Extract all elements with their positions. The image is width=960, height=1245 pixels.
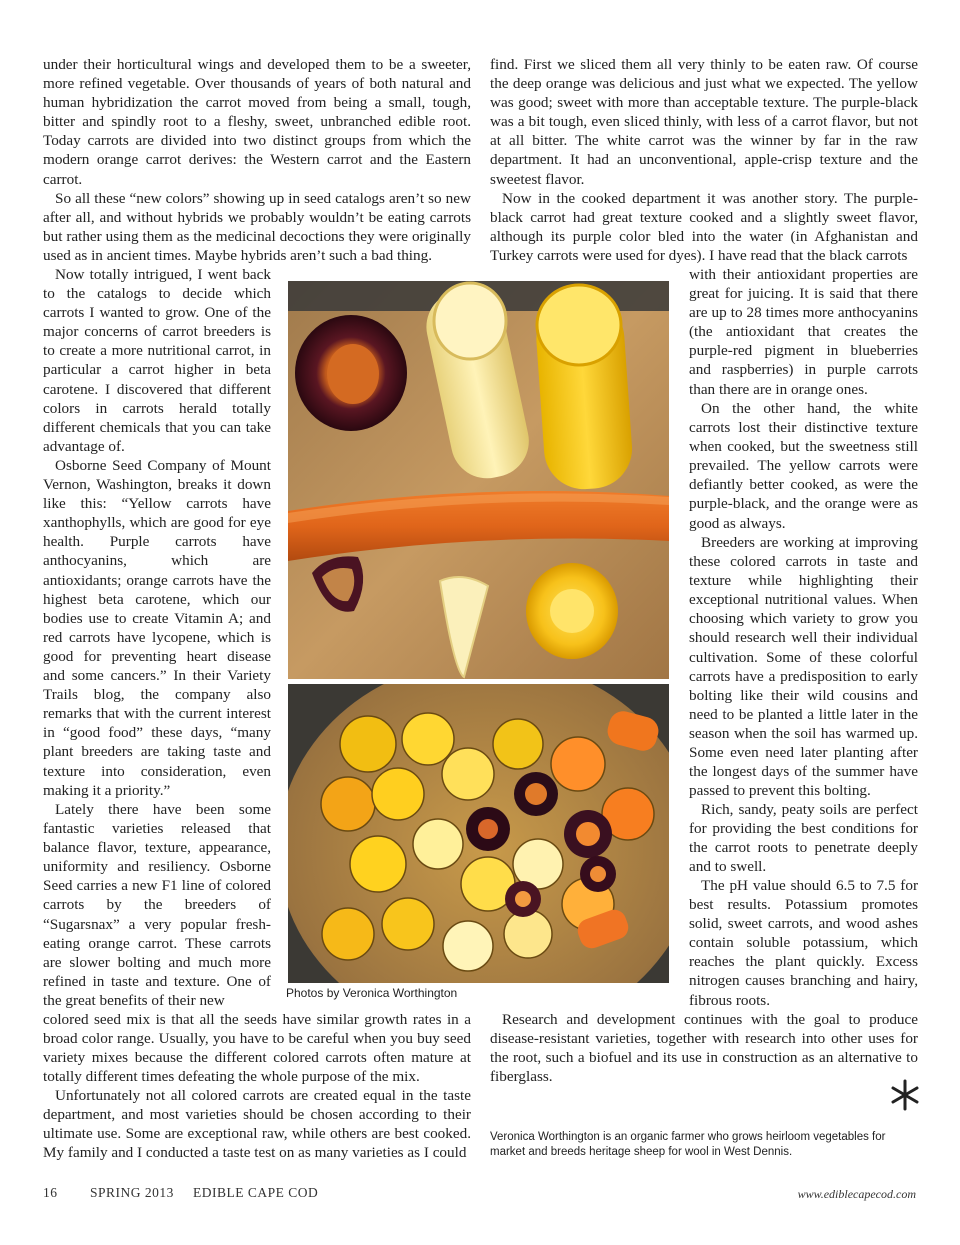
body-paragraph: The pH value should 6.5 to 7.5 for best results. Potassium promotes solid, sweet carrots, and wood ashes contain soluble potassium, which reaches the plant quickly. Excess nitrogen causes branching and hairy, fibrous roots. (689, 877, 918, 1009)
photo-cooked-carrots (288, 684, 669, 983)
body-paragraph: under their horticultural wings and developed them to be a sweeter, more refined vegetable. Over thousands of years of both natural and human hybridization the carrot moved from being a small, tough, bitter and spindly root to a fleshy, sweet, unbranched edible root. Today carrots are divided into two distinct groups from which the modern orange carrot derives: the Western carrot and the Eastern carrot. (43, 56, 471, 188)
photo-credit: Photos by Veronica Worthington (286, 986, 458, 1000)
body-paragraph: Breeders are working at improving these colored carrots in taste and texture while highlighting their exceptional nutritional values. When choosing which variety to grow you should research well their individual cultivation. Some of these colorful carrots have a predisposition to early bolting like their wild cousins and need to be planted a little later in the season when the soil has warmed up. Some even need later planting after the longest days of the summer have passed to prevent this bolting. (689, 534, 918, 800)
issue-label: SPRING 2013 (90, 1185, 174, 1200)
body-paragraph: So all these “new colors” showing up in seed catalogs aren’t so new after all, and without hybrids we probably wouldn’t be eating carrots but rather using them as the medicinal decoctions they were originally used as in ancient times. Maybe hybrids aren’t such a bad thing. (43, 190, 471, 265)
body-paragraph: with their antioxidant properties are great for juicing. It is said that there are up to 28 times more anthocyanins (the antioxidant that creates the purple-red pigment in blueberries and raspberries) in purple carrots than there are in orange ones. (689, 266, 918, 398)
body-paragraph: Rich, sandy, peaty soils are perfect for providing the best conditions for the carrot roots to penetrate deeply and to swell. (689, 801, 918, 876)
body-paragraph: colored seed mix is that all the seeds have similar growth rates in a broad color range. Usually, you have to be careful when you buy seed variety mixes because the different colored carrots often mature at totally different times defeating the whole purpose of the mix. (43, 1011, 471, 1086)
body-paragraph: On the other hand, the white carrots lost their distinctive texture when cooked, but the sweetness still prevailed. The yellow carrots were defiantly better cooked, as were the purple-black, and the orange were as good as always. (689, 400, 918, 532)
body-paragraph: Lately there have been some fantastic varieties released that balance flavor, texture, appearance, uniformity and resiliency. Osborne Seed carries a new F1 line of colored carrots by the breeders of “Sugarsnax” a very popular fresh-eating orange carrot. These carrots are slower bolting and much more refined in taste and texture. One of the great benefits of their new (43, 801, 271, 1009)
magazine-name: EDIBLE CAPE COD (193, 1185, 319, 1200)
website-url[interactable]: www.ediblecapecod.com (797, 1187, 916, 1201)
end-mark-star-icon (888, 1078, 922, 1112)
body-paragraph: Unfortunately not all colored carrots are created equal in the taste department, and most varieties should be chosen according to their ultimate use. Some are exceptional raw, while others are best cooked. My family and I conducted a taste test on as many varieties as I could (43, 1087, 471, 1162)
body-paragraph: Osborne Seed Company of Mount Vernon, Washington, breaks it down like this: “Yellow carrots have xanthophylls, which are good for eye health. Purple carrots have anthocyanins, which are antioxidants; orange carrots have the highest beta carotene, which our bodies use to create Vitamin A; and red carrots have lycopene, which is good for preventing heart disease and some cancers.” In their Variety Trails blog, the company also remarks that with the current interest in “good food” these days, “many plant breeders are taking taste and texture into consideration, even making it a priority.” (43, 457, 271, 799)
body-paragraph: find. First we sliced them all very thinly to be eaten raw. Of course the deep orange was delicious and just what we expected. The yellow was good; sweet with more than acceptable texture. The purple-black was a bit tough, even sliced thinly, with less of a carrot flavor, but not at all bitter. The white carrot was the winner by far in the raw department. It had an unconventional, apple-crisp texture and the sweetest flavor. (490, 56, 918, 188)
body-paragraph: Research and development continues with the goal to produce disease-resistant varieties, together with research into other uses for the root, such a biofuel and its use in construction as an alternative to fiberglass. (490, 1011, 918, 1086)
photo-raw-carrots (288, 281, 669, 679)
body-paragraph: Now totally intrigued, I went back to the catalogs to decide which carrots I wanted to grow. One of the major concerns of carrot breeders is to create a more nutritional carrot, in particular a carrot higher in beta carotene. I discovered that different colors in carrots herald totally different chemicals that you can take advantage of. (43, 266, 271, 455)
page-number: 16 (43, 1185, 58, 1200)
author-bio: Veronica Worthington is an organic farmer who grows heirloom vegetables for market and breeds heritage sheep for wool in West Dennis. (490, 1131, 886, 1158)
body-paragraph: Now in the cooked department it was another story. The purple-black carrot had great texture cooked and a slightly sweet flavor, although its purple color bled into the water (in Afghanistan and Turkey carrots were used for dyes). I have read that the black carrots (490, 190, 918, 265)
